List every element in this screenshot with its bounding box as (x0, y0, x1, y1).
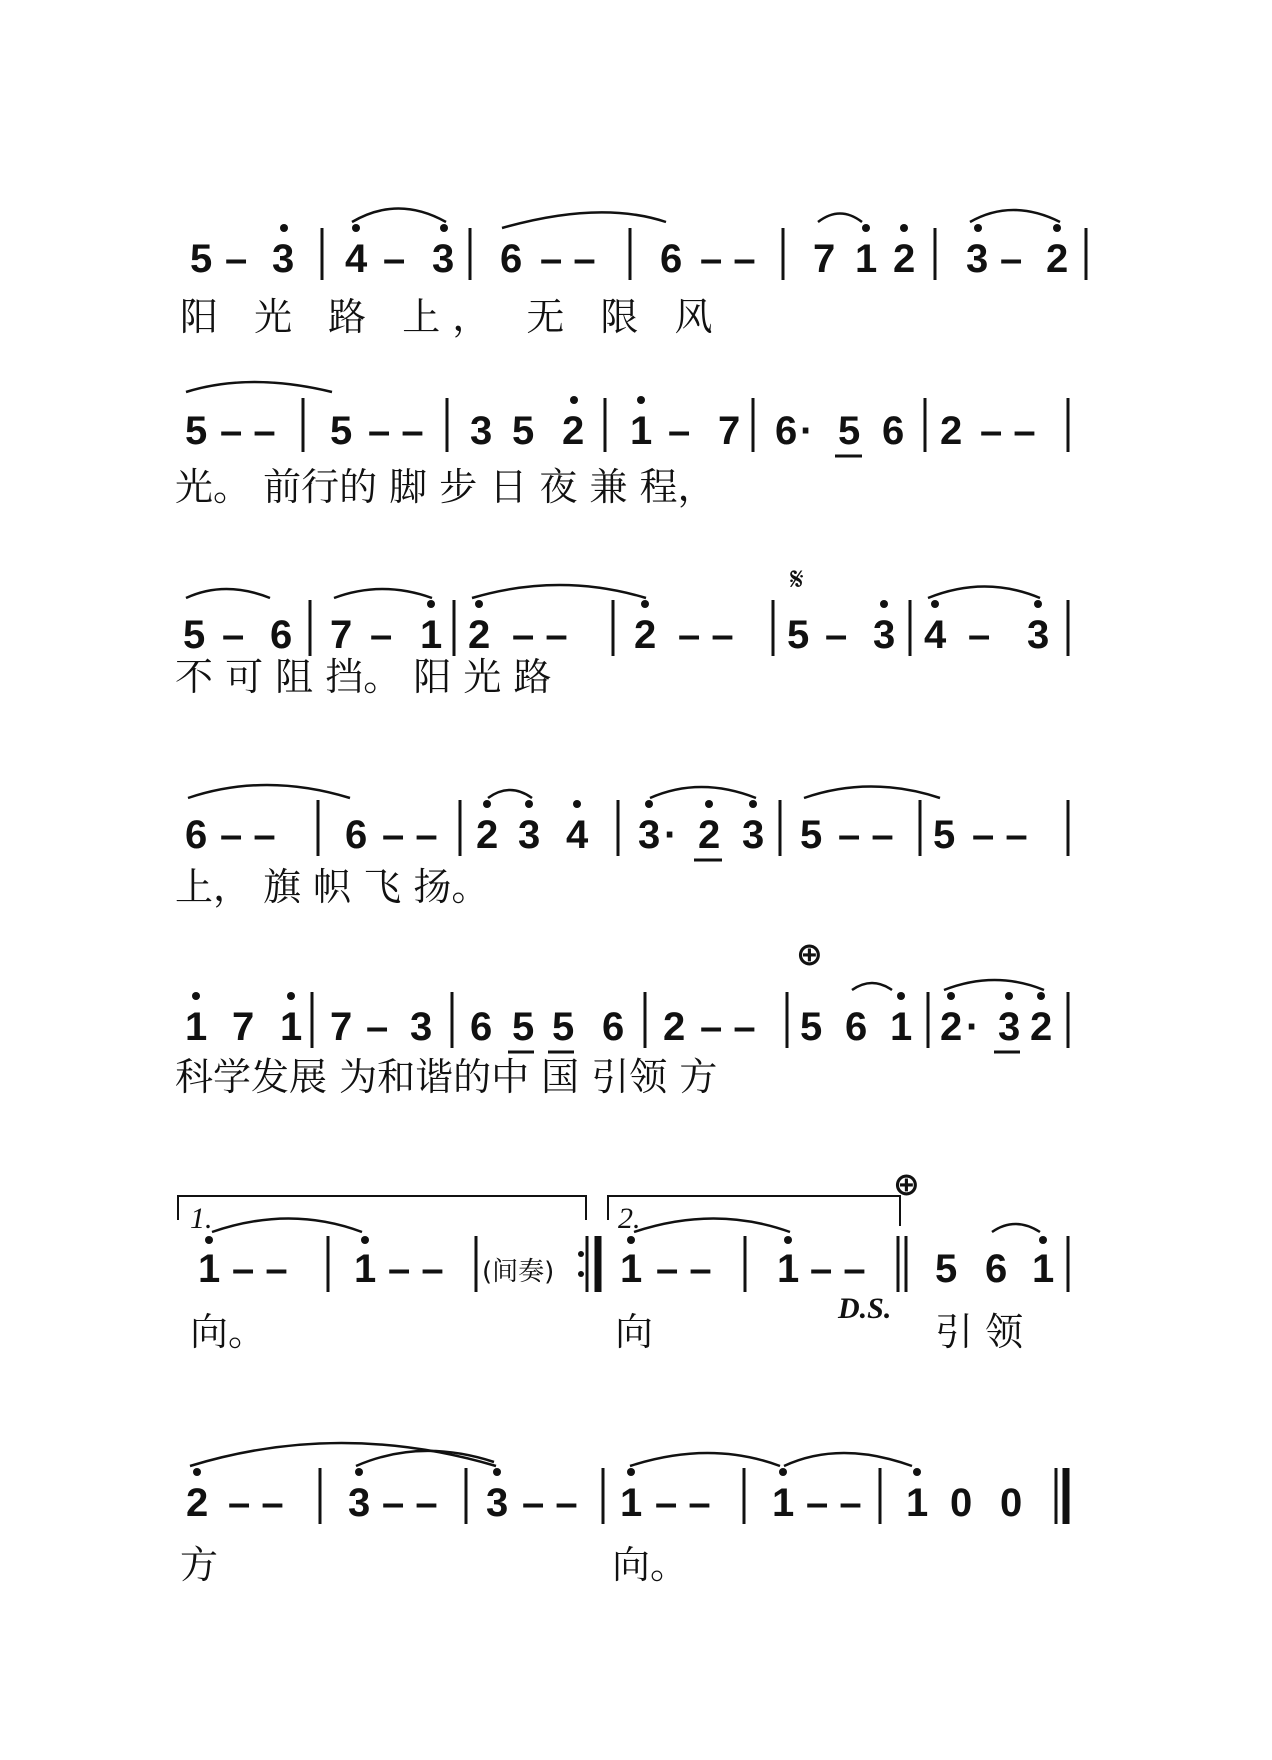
svg-text:2: 2 (634, 613, 657, 657)
row-3-notes (183, 613, 1049, 657)
row-6-lyrics-b: 向 (615, 1310, 654, 1354)
svg-text:– –: – – (368, 409, 424, 453)
svg-text:1: 1 (890, 1005, 913, 1049)
svg-text:1: 1 (420, 613, 443, 657)
svg-text:4: 4 (566, 813, 589, 857)
svg-text:7: 7 (330, 613, 353, 657)
svg-text:– –: – – (232, 1247, 288, 1291)
svg-text:0: 0 (1000, 1481, 1023, 1525)
svg-text:·: · (664, 813, 678, 857)
svg-text:– –: – – (540, 237, 596, 281)
svg-text:1: 1 (906, 1481, 929, 1525)
svg-text:6: 6 (985, 1247, 1008, 1291)
svg-text:– –: – – (522, 1481, 578, 1525)
svg-text:6: 6 (345, 813, 368, 857)
svg-text:2: 2 (663, 1005, 686, 1049)
svg-text:5: 5 (183, 613, 206, 657)
ending-2-label: 2. (618, 1202, 641, 1235)
svg-text:1: 1 (855, 237, 878, 281)
svg-text:–: – (968, 613, 991, 657)
svg-text:6: 6 (270, 613, 293, 657)
svg-text:5: 5 (185, 409, 208, 453)
svg-text:5: 5 (330, 409, 353, 453)
svg-text:– –: – – (700, 237, 756, 281)
svg-text:1: 1 (185, 1005, 208, 1049)
svg-text:– –: – – (655, 1481, 711, 1525)
svg-text:7: 7 (232, 1005, 255, 1049)
svg-text:– –: – – (382, 813, 438, 857)
row-3-lyrics: 不 可 阻 挡。 阳 光 路 (175, 655, 552, 699)
svg-text:2: 2 (476, 813, 499, 857)
volta-brackets (178, 1196, 900, 1226)
svg-text:2: 2 (468, 613, 491, 657)
svg-text:6: 6 (602, 1005, 625, 1049)
svg-text:–: – (825, 613, 848, 657)
interlude-label: (间奏) (482, 1257, 555, 1287)
svg-text:3: 3 (470, 409, 493, 453)
coda-sign-1: ⊕ (796, 935, 823, 973)
svg-text:6: 6 (845, 1005, 868, 1049)
svg-text:– –: – – (806, 1481, 862, 1525)
svg-text:5: 5 (838, 409, 861, 453)
ds-marking: D.S. (838, 1292, 892, 1325)
svg-text:2: 2 (698, 813, 721, 857)
svg-text:– –: – – (700, 1005, 756, 1049)
svg-text:3: 3 (873, 613, 896, 657)
svg-text:– –: – – (220, 813, 276, 857)
svg-text:2: 2 (1046, 237, 1069, 281)
svg-text:2: 2 (1030, 1005, 1053, 1049)
svg-text:1: 1 (620, 1481, 643, 1525)
svg-text:5: 5 (512, 409, 535, 453)
svg-text:3: 3 (998, 1005, 1021, 1049)
row-4-notes (185, 813, 1028, 857)
svg-text:5: 5 (935, 1247, 958, 1291)
svg-text:3: 3 (966, 237, 989, 281)
svg-text:5: 5 (800, 813, 823, 857)
row-6-lyrics-a: 向。 (190, 1310, 267, 1354)
svg-text:– –: – – (220, 409, 276, 453)
svg-text:5: 5 (552, 1005, 575, 1049)
coda-sign-2: ⊕ (893, 1165, 920, 1203)
ending-1-label: 1. (190, 1202, 213, 1235)
svg-text:2: 2 (940, 409, 963, 453)
row-7-lyrics-a: 方 (180, 1543, 219, 1587)
svg-text:0: 0 (950, 1481, 973, 1525)
svg-text:–: – (1000, 237, 1023, 281)
svg-text:5: 5 (787, 613, 810, 657)
svg-text:– –: – – (228, 1481, 284, 1525)
svg-text:–: – (366, 1005, 389, 1049)
svg-text:–: – (225, 237, 248, 281)
svg-text:5: 5 (190, 237, 213, 281)
svg-text:1: 1 (620, 1247, 643, 1291)
svg-text:1: 1 (630, 409, 653, 453)
svg-text:·: · (966, 1005, 980, 1049)
svg-text:2: 2 (940, 1005, 963, 1049)
svg-text:3: 3 (410, 1005, 433, 1049)
svg-text:3: 3 (1027, 613, 1050, 657)
row-2-lyrics: 光。 前行的 脚 步 日 夜 兼 程， (175, 465, 716, 509)
svg-text:– –: – – (512, 613, 568, 657)
svg-text:– –: – – (980, 409, 1036, 453)
svg-text:– –: – – (810, 1247, 866, 1291)
svg-text:·: · (800, 409, 814, 453)
row-6-lyrics-c: 引 领 (935, 1310, 1024, 1354)
svg-text:2: 2 (893, 237, 916, 281)
svg-text:–: – (668, 409, 691, 453)
row-5-lyrics: 科学发展 为和谐的中 国 引领 方 (175, 1055, 718, 1099)
svg-text:1: 1 (1032, 1247, 1055, 1291)
svg-text:6: 6 (775, 409, 798, 453)
svg-text:3: 3 (742, 813, 765, 857)
svg-text:– –: – – (388, 1247, 444, 1291)
row-2-notes (185, 409, 1036, 453)
svg-text:7: 7 (813, 237, 836, 281)
svg-text:6: 6 (185, 813, 208, 857)
row-6-notes (198, 1247, 1054, 1291)
row-4-lyrics: 上， 旗 帜 飞 扬。 (175, 865, 490, 909)
svg-text:7: 7 (330, 1005, 353, 1049)
row-5-notes (185, 1005, 1052, 1049)
svg-text:6: 6 (470, 1005, 493, 1049)
svg-text:– –: – – (678, 613, 734, 657)
svg-text:4: 4 (924, 613, 947, 657)
svg-text:7: 7 (718, 409, 741, 453)
row-1-lyrics: 阳 光 路 上， 无 限 风 (180, 295, 725, 339)
svg-text:4: 4 (345, 237, 368, 281)
svg-text:–: – (383, 237, 406, 281)
svg-text:5: 5 (512, 1005, 535, 1049)
svg-text:3: 3 (272, 237, 295, 281)
svg-text:3: 3 (432, 237, 455, 281)
svg-text:1: 1 (777, 1247, 800, 1291)
svg-text:– –: – – (838, 813, 894, 857)
svg-text:3: 3 (638, 813, 661, 857)
svg-text:5: 5 (800, 1005, 823, 1049)
svg-text:–: – (222, 613, 245, 657)
svg-text:– –: – – (656, 1247, 712, 1291)
svg-text:6: 6 (500, 237, 523, 281)
segno-sign: 𝄋 (790, 560, 804, 598)
svg-text:3: 3 (348, 1481, 371, 1525)
svg-text:1: 1 (772, 1481, 795, 1525)
svg-text:2: 2 (562, 409, 585, 453)
svg-text:–: – (370, 613, 393, 657)
svg-text:2: 2 (186, 1481, 209, 1525)
svg-text:6: 6 (660, 237, 683, 281)
svg-text:1: 1 (280, 1005, 303, 1049)
svg-text:1: 1 (198, 1247, 221, 1291)
svg-text:– –: – – (382, 1481, 438, 1525)
svg-text:6: 6 (882, 409, 905, 453)
svg-text:– –: – – (972, 813, 1028, 857)
svg-text:3: 3 (486, 1481, 509, 1525)
svg-text:1: 1 (354, 1247, 377, 1291)
row-7-lyrics-b: 向。 (612, 1543, 689, 1587)
svg-text:3: 3 (518, 813, 541, 857)
svg-text:5: 5 (933, 813, 956, 857)
